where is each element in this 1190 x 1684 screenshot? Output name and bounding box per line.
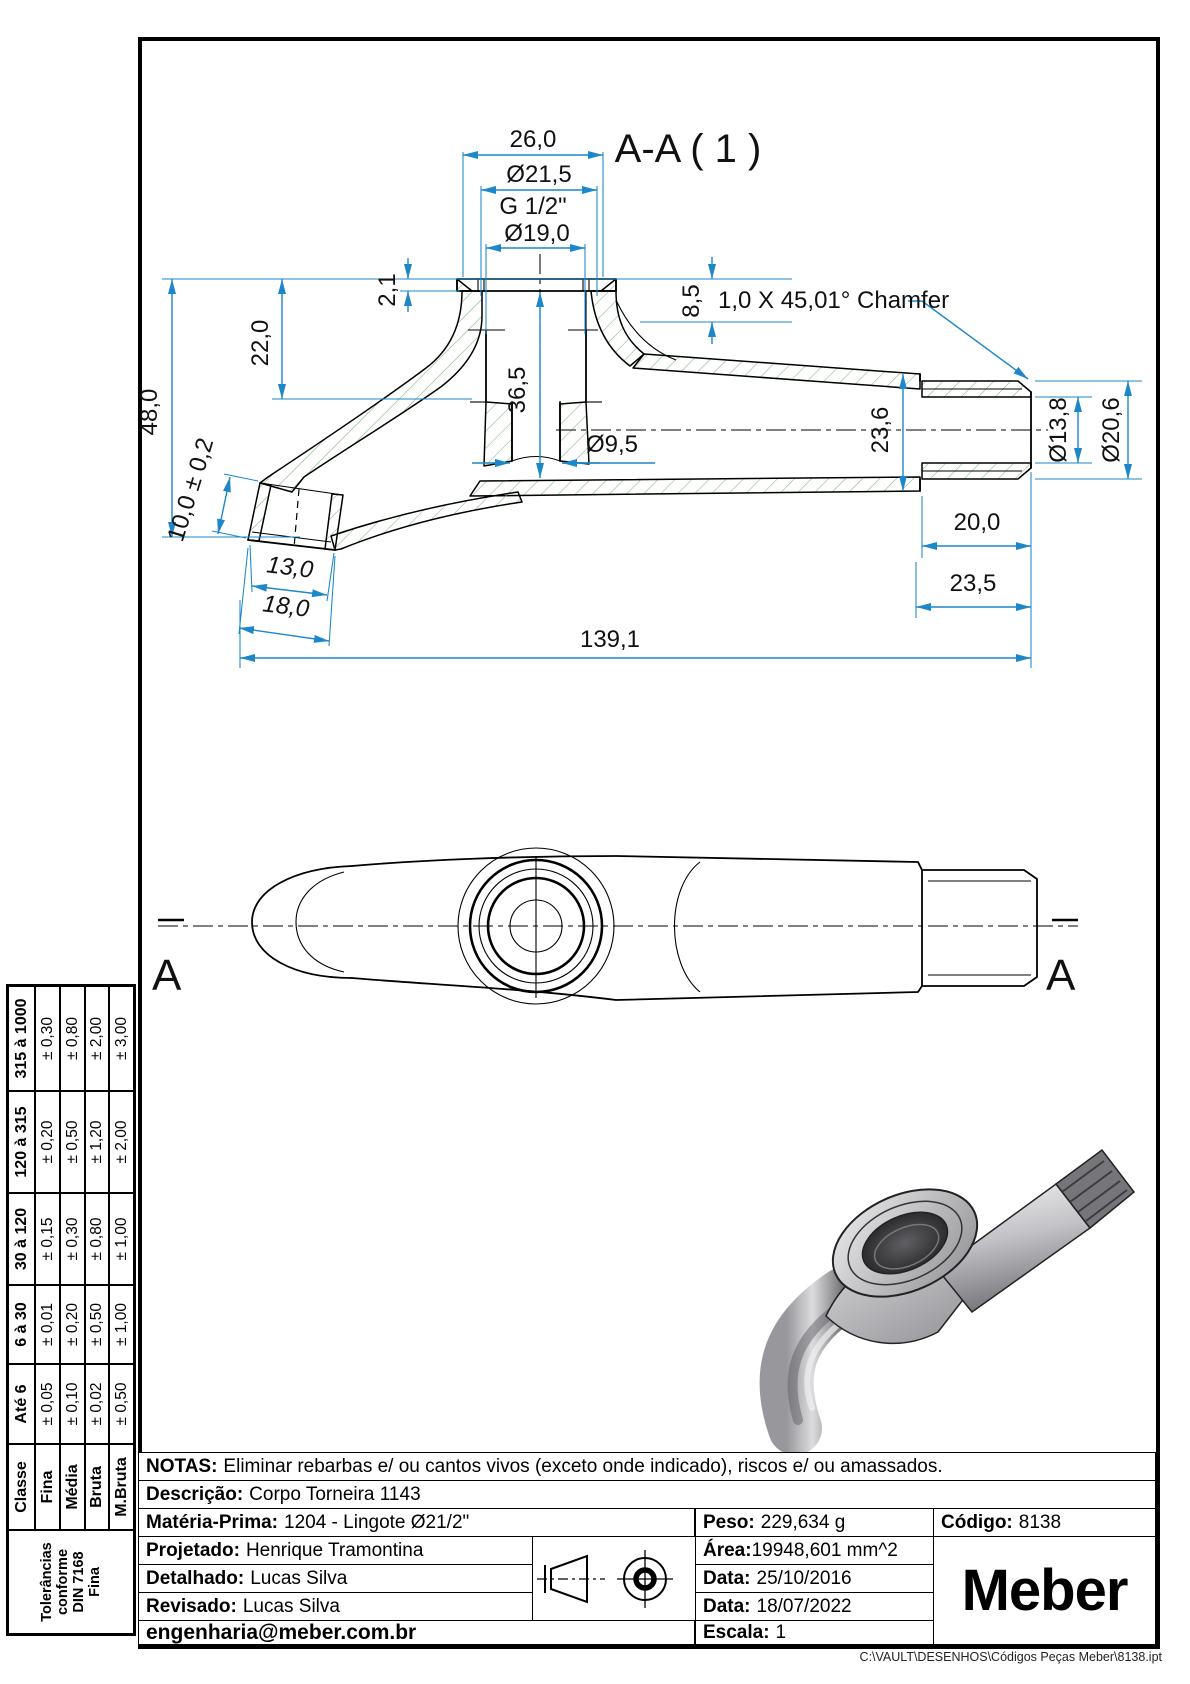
tolerance-header-cell: 6 à 30	[8, 1285, 35, 1364]
date-created-value: 25/10/2016	[756, 1567, 852, 1589]
email-cell	[138, 1620, 695, 1645]
dim-18-0-label: 18,0	[261, 590, 311, 623]
tolerance-header-cell: 120 à 315	[8, 1091, 35, 1193]
tolerance-value-cell: ± 0,05	[35, 1364, 60, 1444]
tolerance-header-cell: 315 à 1000	[8, 986, 35, 1091]
designed-value: Henrique Tramontina	[245, 1539, 424, 1561]
bottom-view	[152, 848, 1078, 1004]
dim-10-0-label: 10,0 ± 0,2	[162, 434, 220, 545]
dim-36-5-label: 36,5	[504, 366, 531, 414]
weight-value: 229,634 g	[760, 1511, 846, 1533]
date-created-label: Data:	[703, 1567, 751, 1589]
notes-row	[138, 1452, 1156, 1481]
reviewed-value: Lucas Silva	[242, 1595, 340, 1617]
tolerance-value-cell: ± 0,80	[60, 986, 85, 1091]
dim-g12-label: G 1/2"	[499, 193, 567, 220]
tolerance-value-cell: ± 0,15	[35, 1193, 60, 1285]
dim-23-6-label: 23,6	[867, 406, 894, 454]
dim-20-0-label: 20,0	[953, 509, 1001, 536]
date-created-cell	[695, 1564, 934, 1593]
tolerance-value-cell: ± 0,02	[85, 1364, 109, 1444]
scale-value: 1	[775, 1621, 787, 1643]
section-marker-a-left: A	[152, 951, 182, 1000]
area-cell	[695, 1536, 934, 1565]
tolerance-value-cell: Média	[60, 1444, 85, 1530]
tolerance-value-cell: ± 0,50	[109, 1364, 134, 1444]
tolerance-value-cell: ± 3,00	[109, 986, 134, 1091]
tolerance-value-cell: ± 0,80	[85, 1193, 109, 1285]
detailed-label: Detalhado:	[146, 1567, 245, 1589]
detailed-value: Lucas Silva	[250, 1567, 348, 1589]
dim-23-5-label: 23,5	[949, 570, 997, 597]
dim-21-5-label: Ø21,5	[506, 161, 572, 188]
reviewed-cell	[138, 1592, 533, 1621]
tolerance-value-cell: Fina	[35, 1444, 60, 1530]
tolerance-value-cell: ± 1,00	[109, 1193, 134, 1285]
tolerance-value-cell: ± 0,50	[85, 1285, 109, 1364]
dim-139-1-label: 139,1	[579, 626, 641, 653]
area-label: Área:	[703, 1539, 752, 1561]
tolerance-title: Tolerâncias conforme DIN 7168 Fina	[8, 1530, 134, 1634]
description-value: Corpo Torneira 1143	[249, 1483, 421, 1505]
notes-label: NOTAS:	[146, 1455, 218, 1477]
tolerance-value-cell: ± 2,00	[85, 986, 109, 1091]
tolerance-value-cell: ± 2,00	[109, 1091, 134, 1193]
email-value: engenharia@meber.com.br	[146, 1620, 417, 1644]
description-label: Descrição:	[146, 1483, 244, 1505]
company-logo-text: Meber	[961, 1558, 1128, 1623]
projection-symbol-icon	[533, 1538, 693, 1620]
dim-26-label: 26,0	[509, 126, 557, 153]
dim-9-5-label: Ø9,5	[585, 431, 639, 458]
notes-text: Eliminar rebarbas e/ ou cantos vivos (exceto onde indicado), riscos e/ ou amassados.	[223, 1455, 943, 1477]
weight-cell	[695, 1508, 934, 1537]
tolerance-value-cell: ± 0,30	[35, 986, 60, 1091]
weight-label: Peso:	[703, 1511, 755, 1533]
tolerance-value-cell: ± 0,30	[60, 1193, 85, 1285]
date-revised-value: 18/07/2022	[756, 1595, 852, 1617]
material-value: 1204 - Lingote Ø21/2"	[284, 1511, 470, 1533]
dim-13-8-label: Ø13,8	[1045, 397, 1072, 463]
code-cell	[933, 1508, 1156, 1537]
company-logo	[933, 1536, 1156, 1645]
tolerance-value-cell: M.Bruta	[109, 1444, 134, 1530]
tolerance-value-cell: ± 0,20	[35, 1091, 60, 1193]
scale-label: Escala:	[703, 1621, 770, 1643]
material-cell	[138, 1508, 695, 1537]
projection-symbol-box	[532, 1536, 696, 1621]
tolerance-value-cell: Bruta	[85, 1444, 109, 1530]
tolerance-value-cell: ± 1,00	[109, 1285, 134, 1364]
reviewed-label: Revisado:	[146, 1595, 237, 1617]
tolerance-value-cell: ± 0,50	[60, 1091, 85, 1193]
detailed-cell	[138, 1564, 533, 1593]
designed-cell	[138, 1536, 533, 1565]
file-path: C:\VAULT\DESENHOS\Códigos Peças Meber\8138.ipt	[859, 1650, 1162, 1664]
chamfer-note: 1,0 X 45,01° Chamfer	[718, 287, 950, 314]
dim-20-6-label: Ø20,6	[1098, 397, 1125, 463]
tolerance-header-cell: Classe	[8, 1444, 35, 1530]
dim-13-0-label: 13,0	[265, 551, 315, 584]
tolerance-table	[6, 988, 136, 1638]
tolerance-value-cell: ± 0,10	[60, 1364, 85, 1444]
tolerance-grid	[6, 984, 136, 1636]
section-marker-a-right: A	[1046, 951, 1076, 1000]
dim-8-5-label: 8,5	[678, 284, 705, 318]
code-label: Código:	[941, 1511, 1013, 1533]
tolerance-value-cell: ± 0,01	[35, 1285, 60, 1364]
material-label: Matéria-Prima:	[146, 1511, 278, 1533]
designed-label: Projetado:	[146, 1539, 240, 1561]
tolerance-header-cell: 30 à 120	[8, 1193, 35, 1285]
description-row	[138, 1480, 1156, 1509]
dim-19-label: Ø19,0	[504, 220, 570, 247]
scale-cell	[695, 1620, 934, 1645]
dim-22-label: 22,0	[247, 319, 274, 367]
date-revised-label: Data:	[703, 1595, 751, 1617]
date-revised-cell	[695, 1592, 934, 1621]
tolerance-value-cell: ± 1,20	[85, 1091, 109, 1193]
dim-2-1-label: 2,1	[374, 273, 401, 307]
iso-view	[787, 1150, 1134, 1428]
area-value: 19948,601 mm^2	[751, 1539, 898, 1561]
section-title: A-A ( 1 )	[614, 127, 762, 171]
tolerance-header-cell: Até 6	[8, 1364, 35, 1444]
dim-48-label: 48,0	[136, 388, 163, 436]
tolerance-value-cell: ± 0,20	[60, 1285, 85, 1364]
code-value: 8138	[1018, 1511, 1062, 1533]
